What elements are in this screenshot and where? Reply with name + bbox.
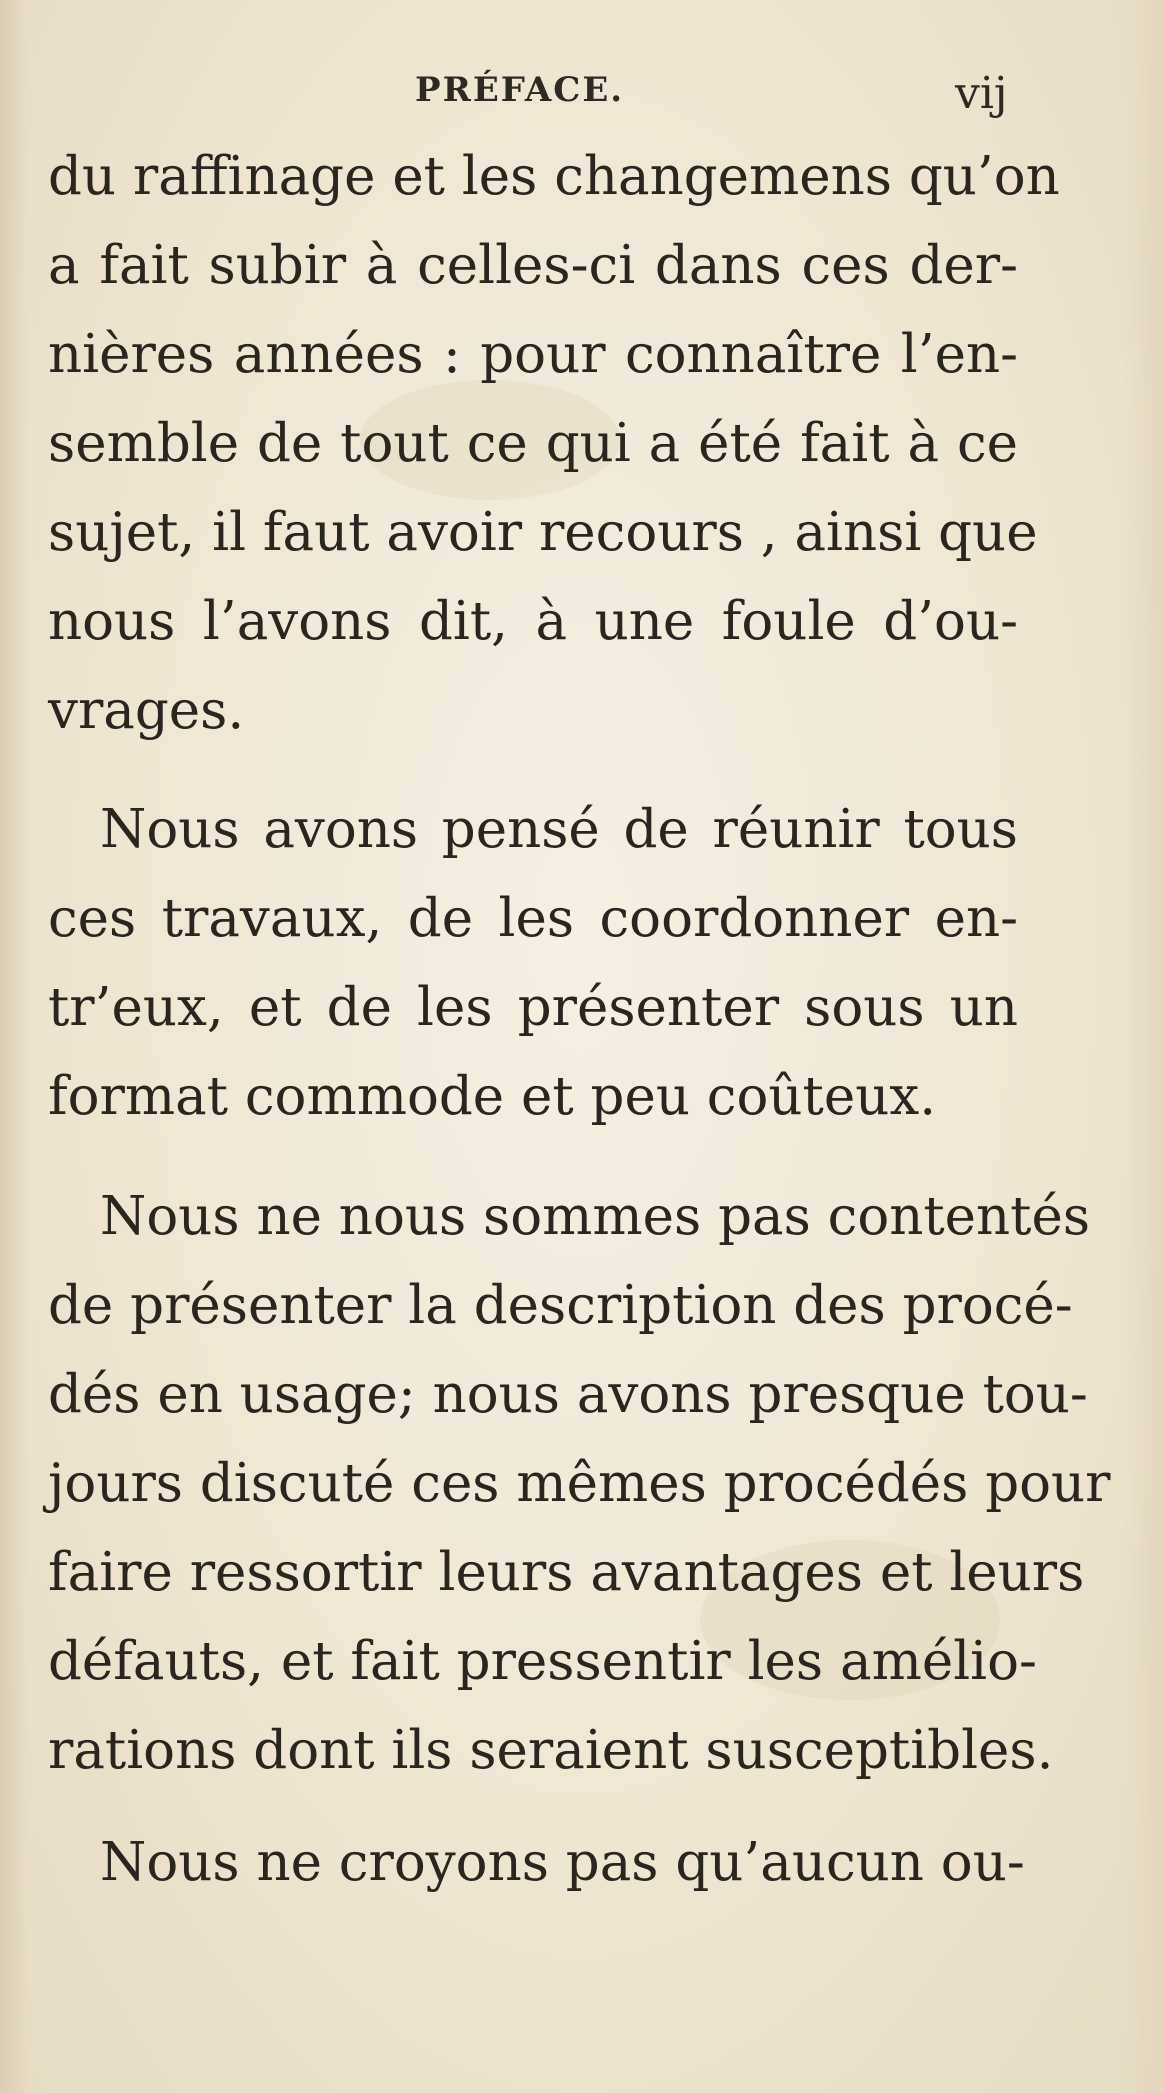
text-line: a fait subir à celles-ci dans ces der- <box>48 235 1018 296</box>
text-line: dés en usage; nous avons presque tou- <box>48 1364 1088 1425</box>
running-title: PRÉFACE. <box>415 70 625 110</box>
text-line: défauts, et fait pressentir les amélio- <box>48 1631 1037 1692</box>
text-line: Nous avons pensé de réunir tous <box>100 799 1018 860</box>
text-line: jours discuté ces mêmes procédés pour <box>48 1453 1111 1514</box>
running-head <box>0 70 1164 120</box>
text-line: sujet, il faut avoir recours , ainsi que <box>48 502 1038 563</box>
text-line: vrages. <box>48 680 245 741</box>
page-right-edge-shadow <box>1124 0 1164 2093</box>
page-number: vij <box>955 68 1008 119</box>
text-line: ces travaux, de les coordonner en- <box>48 888 1018 949</box>
text-line: semble de tout ce qui a été fait à ce <box>48 413 1018 474</box>
text-line: Nous ne nous sommes pas contentés <box>100 1186 1091 1247</box>
text-line: faire ressortir leurs avantages et leurs <box>48 1542 1085 1603</box>
text-line: du raffinage et les changemens qu’on <box>48 146 1060 207</box>
text-line: nous l’avons dit, à une foule d’ou- <box>48 591 1018 652</box>
text-line: format commode et peu coûteux. <box>48 1066 937 1127</box>
text-line: Nous ne croyons pas qu’aucun ou- <box>100 1832 1025 1893</box>
text-line: de présenter la description des procé- <box>48 1275 1073 1336</box>
text-line: tr’eux, et de les présenter sous un <box>48 977 1018 1038</box>
text-line: rations dont ils seraient susceptibles. <box>48 1720 1054 1781</box>
text-line: nières années : pour connaître l’en- <box>48 324 1018 385</box>
page-left-edge-shadow <box>0 0 28 2093</box>
